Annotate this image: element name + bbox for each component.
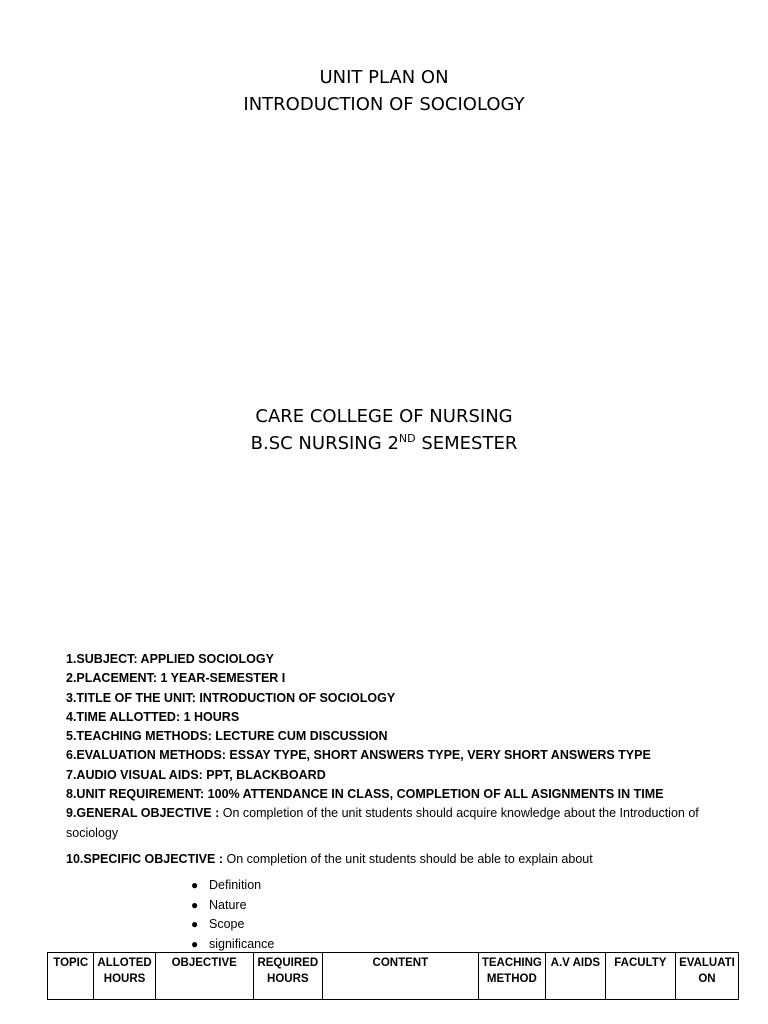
unit-info-list bbox=[66, 650, 706, 869]
info-item-teaching-methods bbox=[66, 727, 706, 746]
bullet-text: Scope bbox=[209, 917, 245, 931]
college-block bbox=[0, 403, 768, 457]
header-required-hours: REQUIRED HOURS bbox=[253, 953, 322, 1000]
header-topic: TOPIC bbox=[48, 953, 94, 1000]
info-text: On completion of the unit students should acquire knowledge about the Introduction of sociology bbox=[66, 806, 699, 840]
bullet-text: Nature bbox=[209, 897, 247, 912]
title-line-1: UNIT PLAN ON bbox=[319, 67, 449, 88]
info-label: 6.EVALUATION METHODS: ESSAY TYPE, SHORT ANSWERS TYPE, VERY SHORT ANSWERS TYPE bbox=[66, 748, 651, 763]
title-block bbox=[0, 64, 768, 118]
header-evaluation: EVALUATI ON bbox=[675, 953, 738, 1000]
header-av-aids: A.V AIDS bbox=[545, 953, 605, 1000]
header-alloted-hours: ALLOTED HOURS bbox=[94, 953, 155, 1000]
header-faculty: FACULTY bbox=[605, 953, 675, 1000]
info-label: 1.SUBJECT: APPLIED SOCIOLOGY bbox=[66, 652, 274, 666]
info-label: 9.GENERAL OBJECTIVE : bbox=[66, 806, 223, 821]
course-line bbox=[0, 430, 768, 457]
info-label: 8.UNIT REQUIREMENT: 100% ATTENDANCE IN CLASS, COMPLETION OF ALL ASIGNMENTS IN TIME bbox=[66, 787, 664, 802]
course-superscript: ND bbox=[398, 432, 416, 445]
info-label: 5.TEACHING METHODS: LECTURE CUM DISCUSSION bbox=[66, 729, 388, 744]
course-prefix: B.SC NURSING 2 bbox=[250, 433, 399, 454]
list-item bbox=[191, 876, 274, 896]
bullet-icon: ● bbox=[191, 897, 199, 912]
bullet-icon: ● bbox=[191, 917, 199, 931]
list-item bbox=[191, 915, 274, 935]
info-text: On completion of the unit students should be able to explain about bbox=[226, 851, 593, 866]
info-item-time bbox=[66, 708, 706, 727]
course-suffix: SEMESTER bbox=[415, 433, 518, 454]
bullet-text: significance bbox=[209, 936, 275, 951]
info-item-specific-objective bbox=[66, 850, 706, 869]
specific-objective-bullets bbox=[191, 876, 274, 954]
info-item-av-aids bbox=[66, 766, 706, 785]
header-objective: OBJECTIVE bbox=[155, 953, 253, 1000]
info-label: 10.SPECIFIC OBJECTIVE : bbox=[66, 851, 227, 866]
info-label: 4.TIME ALLOTTED: 1 HOURS bbox=[66, 709, 240, 724]
info-item-general-objective bbox=[66, 804, 706, 843]
bullet-text: Definition bbox=[209, 878, 262, 892]
header-teaching-method: TEACHING METHOD bbox=[478, 953, 545, 1000]
info-label: 3.TITLE OF THE UNIT: INTRODUCTION OF SOCIOLOGY bbox=[66, 690, 396, 705]
bullet-icon: ● bbox=[191, 878, 199, 892]
info-item-placement bbox=[66, 669, 706, 688]
header-content: CONTENT bbox=[322, 953, 478, 1000]
list-item bbox=[191, 896, 274, 916]
table-header-row bbox=[48, 953, 739, 1000]
info-item-subject bbox=[66, 650, 706, 669]
bullet-icon: ● bbox=[191, 936, 199, 951]
info-item-unit-requirement bbox=[66, 785, 706, 804]
info-item-evaluation-methods bbox=[66, 746, 706, 765]
info-label: 2.PLACEMENT: 1 YEAR-SEMESTER I bbox=[66, 671, 286, 686]
info-label: 7.AUDIO VISUAL AIDS: PPT, BLACKBOARD bbox=[66, 767, 326, 782]
unit-plan-table bbox=[47, 952, 739, 1000]
college-name: CARE COLLEGE OF NURSING bbox=[255, 406, 513, 427]
title-line-2: INTRODUCTION OF SOCIOLOGY bbox=[243, 94, 525, 115]
info-item-title bbox=[66, 689, 706, 708]
